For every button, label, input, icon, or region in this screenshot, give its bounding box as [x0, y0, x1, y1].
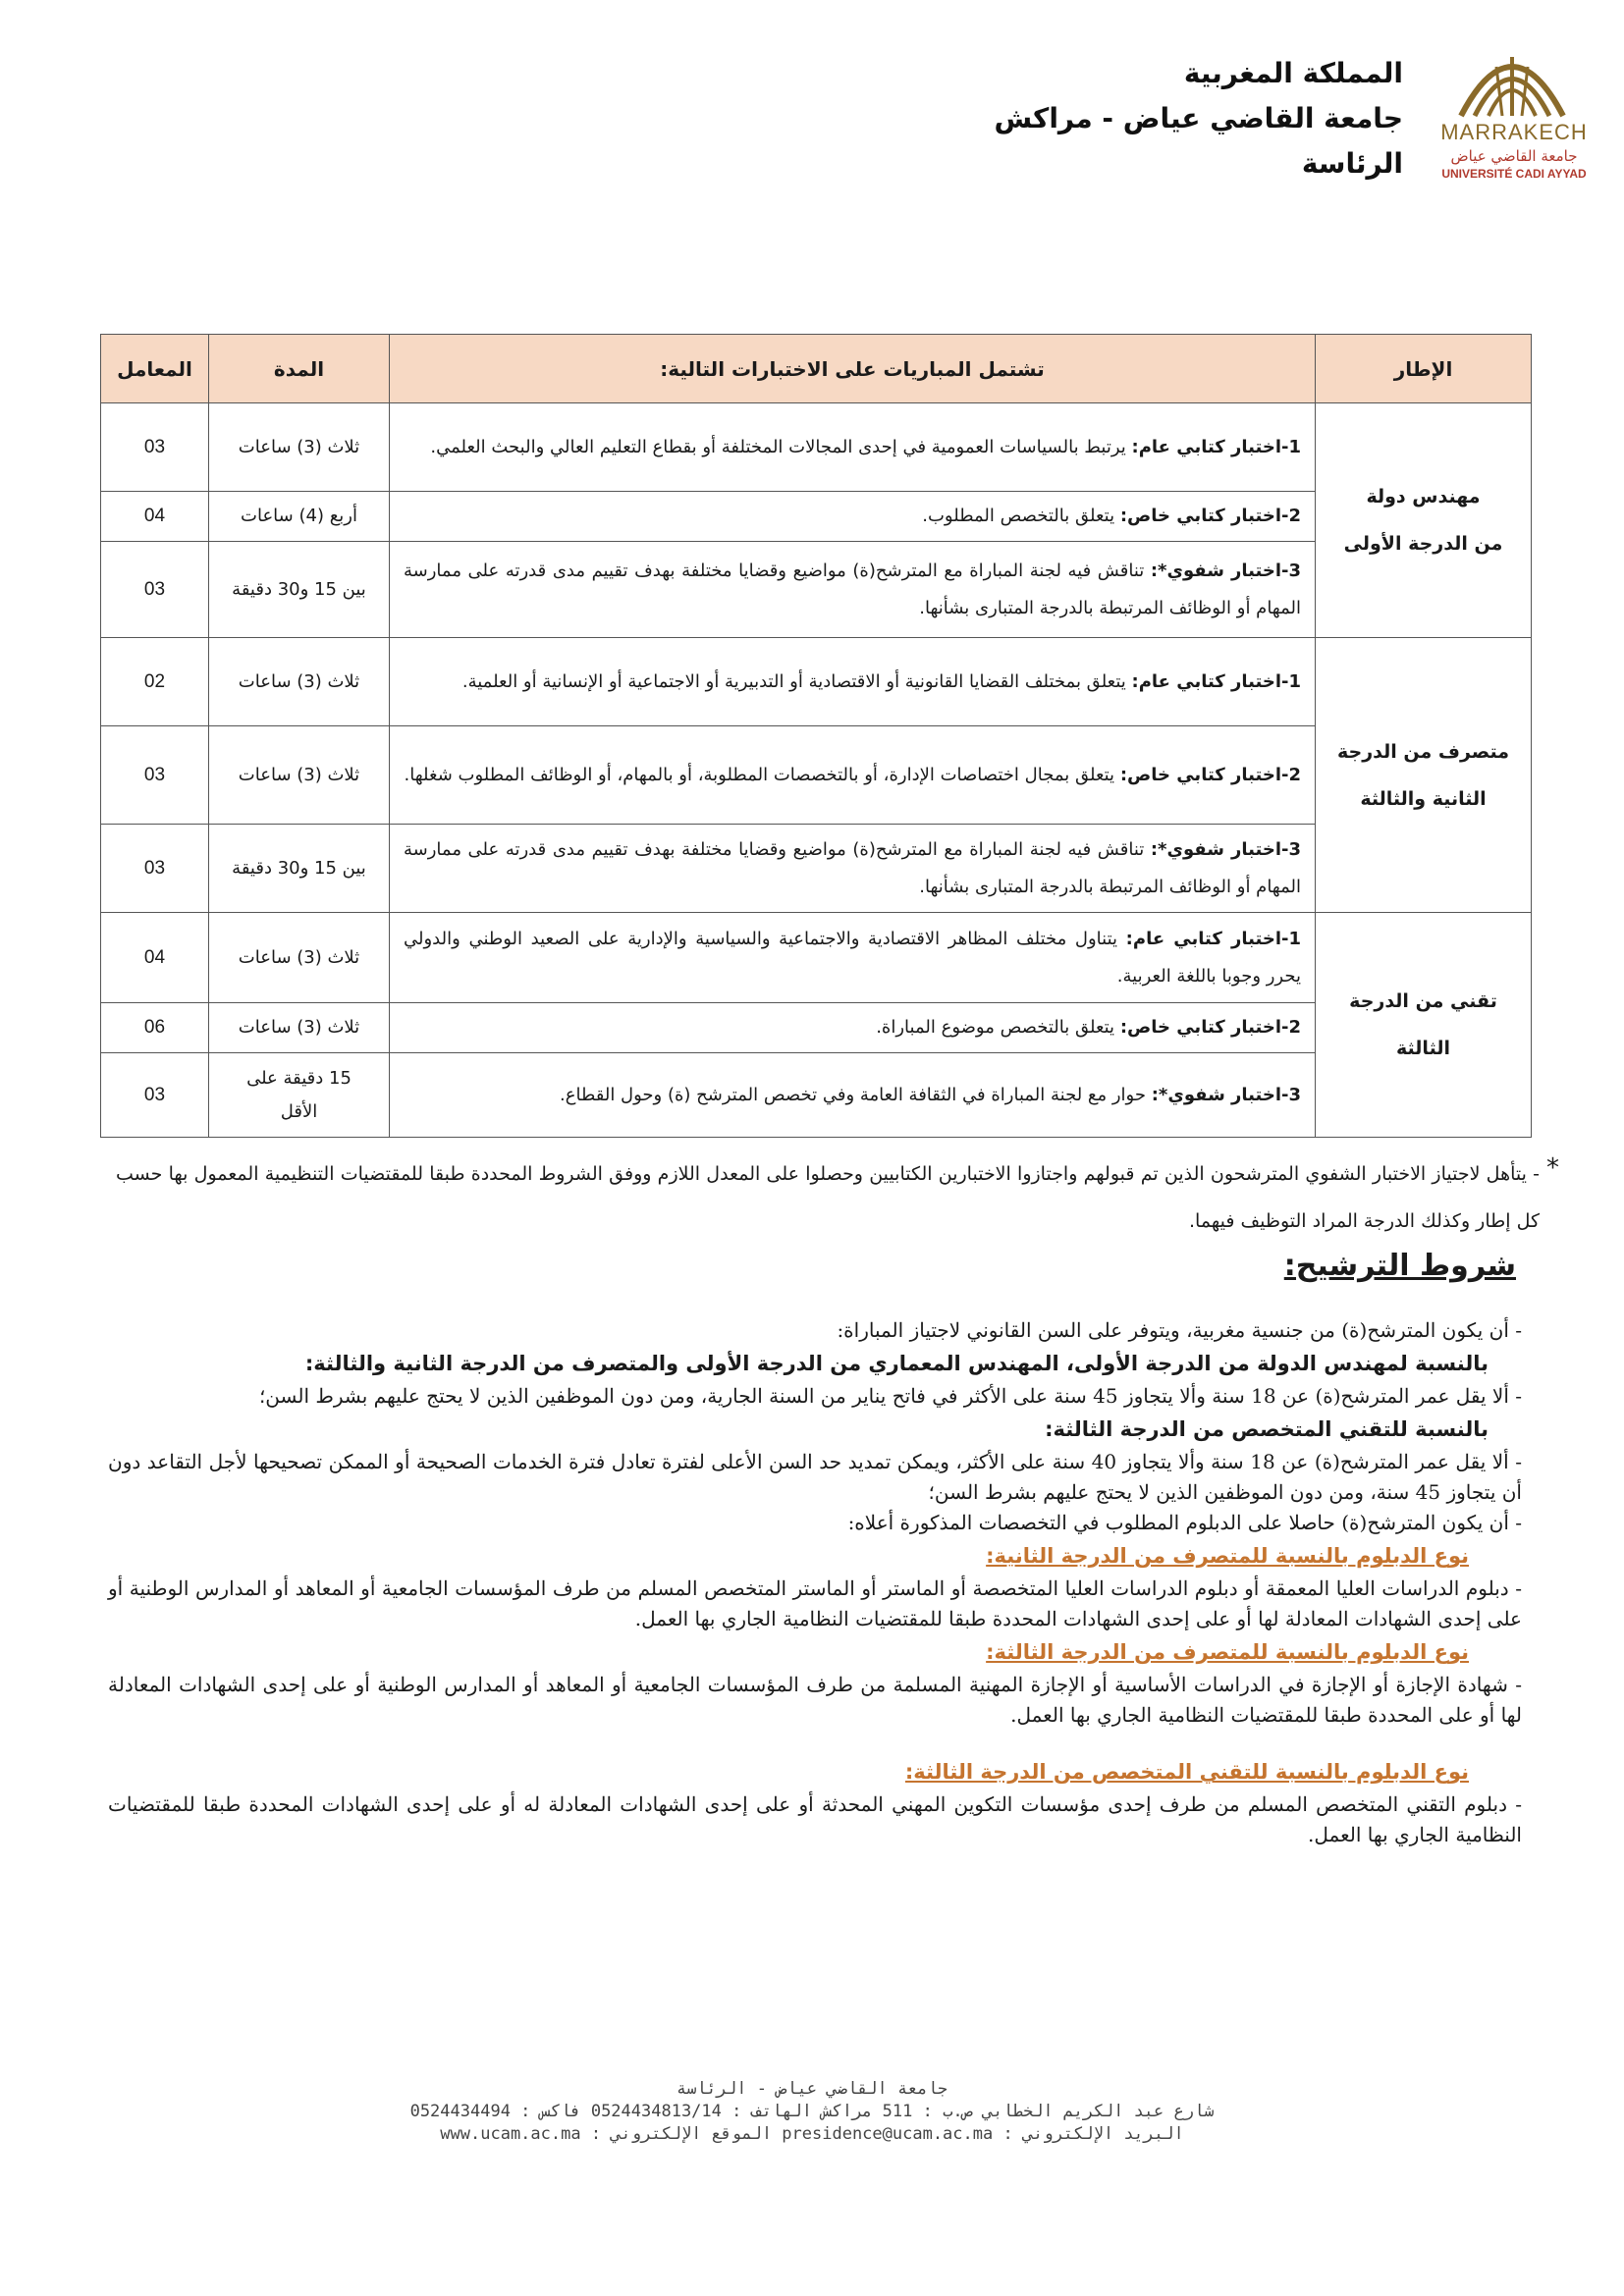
test-description	[390, 1053, 1316, 1138]
country-title: المملكة المغربية	[1183, 57, 1403, 89]
test-label: 1-اختبار كتابي عام:	[1131, 436, 1301, 457]
frame-name: متصرف من الدرجة	[1337, 740, 1509, 763]
test-description	[390, 492, 1316, 542]
condition-item: - أن يكون المترشح(ة) حاصلا على الدبلوم المطلوب في التخصصات المذكورة أعلاه:	[847, 1511, 1522, 1534]
test-label: 1-اختبار كتابي عام:	[1131, 670, 1301, 692]
diploma-heading: نوع الدبلوم بالنسبة للمتصرف من الدرجة الثانية:	[986, 1544, 1469, 1568]
table-header-row	[101, 335, 1532, 403]
test-text: حوار مع لجنة المباراة في الثقافة العامة وفي تخصص المترشح (ة) وحول القطاع.	[560, 1084, 1146, 1105]
condition-heading: بالنسبة لمهندس الدولة من الدرجة الأولى، المهندس المعماري من الدرجة الأولى والمتصرف من الدرجة الثانية والثالثة:	[304, 1352, 1489, 1375]
test-text: يتعلق بالتخصص المطلوب.	[922, 506, 1115, 526]
coefficient-cell: 03	[101, 403, 209, 492]
header-coefficient: المعامل	[101, 335, 209, 403]
test-description	[390, 542, 1316, 638]
test-description	[390, 825, 1316, 913]
logo-arabic-name: جامعة القاضي عياض	[1450, 147, 1578, 165]
coefficient-cell: 03	[101, 825, 209, 913]
frame-name: تقني من الدرجة	[1349, 990, 1497, 1012]
test-description	[390, 1003, 1316, 1053]
test-label: 2-اختبار كتابي خاص:	[1119, 506, 1301, 526]
office-title: الرئاسة	[1301, 147, 1403, 180]
condition-item: - ألا يقل عمر المترشح(ة) عن 18 سنة وألا يتجاوز 45 سنة على الأكثر في فاتح يناير من السنة الجارية، ومن دون الموظفين الذين لا يحتج عليهم بشرط السن؛	[258, 1384, 1522, 1408]
test-text: تناقش فيه لجنة المباراة مع المترشح(ة) مواضيع وقضايا مختلفة بهدف تقييم مدى قدرته على ممارسة المهام أو الوظائف المرتبطة بالدرجة المتبارى بشأنها.	[404, 560, 1301, 618]
exams-table	[100, 334, 1532, 1138]
footer-org: جامعة القاضي عياض - الرئاسة	[676, 2079, 948, 2099]
conditions-list	[108, 1315, 1522, 1850]
condition-item: - أن يكون المترشح(ة) من جنسية مغربية، ويتوفر على السن القانوني لاجتياز المباراة:	[837, 1318, 1522, 1342]
test-text: تناقش فيه لجنة المباراة مع المترشح(ة) مواضيع وقضايا مختلفة بهدف تقييم مدى قدرته على ممارسة المهام أو الوظائف المرتبطة بالدرجة المتبارى بشأنها.	[404, 838, 1301, 897]
duration-cell: ثلاث (3) ساعات	[209, 913, 390, 1003]
diploma-heading: نوع الدبلوم بالنسبة للمتصرف من الدرجة الثالثة:	[986, 1640, 1469, 1664]
header-tests: تشتمل المباريات على الاختبارات التالية:	[390, 335, 1316, 403]
header-duration: المدة	[209, 335, 390, 403]
test-text: يتعلق بمختلف القضايا القانونية أو الاقتصادية أو التدبيرية أو الاجتماعية أو الإنسانية أو العلمية.	[461, 670, 1126, 692]
duration-cell: ثلاث (3) ساعات	[209, 638, 390, 726]
test-text: يرتبط بالسياسات العمومية في إحدى المجالات المختلفة أو بقطاع التعليم العالي والبحث العلمي.	[430, 436, 1126, 457]
frame-cell	[1316, 403, 1532, 638]
frame-grade: الثالثة	[1396, 1038, 1450, 1059]
test-label: 3-اختبار شفوي*:	[1150, 560, 1301, 581]
spacer	[108, 1731, 1522, 1754]
condition-item: - شهادة الإجازة أو الإجازة في الدراسات الأساسية أو الإجازة المهنية المسلمة من طرف المؤسسات الجامعية أو المعاهد أو المدارس الوطنية أو على إحدى الشهادات المعادلة لها أو على المحددة طبقا للمقتضيات النظامية الجاري بها العمل.	[108, 1673, 1522, 1727]
coefficient-cell: 06	[101, 1003, 209, 1053]
header-frame: الإطار	[1316, 335, 1532, 403]
condition-heading: بالنسبة للتقني المتخصص من الدرجة الثالثة:	[1045, 1417, 1489, 1441]
frame-cell	[1316, 638, 1532, 913]
university-title: جامعة القاضي عياض - مراكش	[994, 102, 1403, 134]
frame-name: مهندس دولة	[1366, 486, 1481, 507]
table-row	[101, 403, 1532, 492]
test-label: 3-اختبار شفوي*:	[1151, 1084, 1301, 1105]
test-description	[390, 913, 1316, 1003]
condition-item: - دبلوم التقني المتخصص المسلم من طرف إحدى مؤسسات التكوين المهني المحدثة أو على إحدى الشهادات المعادلة له أو على إحدى الشهادات المحددة طبقا للمقتضيات النظامية الجاري بها العمل.	[108, 1792, 1522, 1846]
frame-grade: من الدرجة الأولى	[1343, 533, 1503, 555]
duration-cell: ثلاث (3) ساعات	[209, 726, 390, 825]
duration-cell: ثلاث (3) ساعات	[209, 1003, 390, 1053]
frame-cell	[1316, 913, 1532, 1138]
test-label: 3-اختبار شفوي*:	[1150, 838, 1301, 860]
table-row	[101, 913, 1532, 1003]
logo-french-name: UNIVERSITÉ CADI AYYAD	[1441, 167, 1587, 181]
duration-cell: 15 دقيقة على الأقل	[209, 1053, 390, 1138]
table-row	[101, 638, 1532, 726]
test-label: 2-اختبار كتابي خاص:	[1119, 764, 1301, 785]
condition-item: - دبلوم الدراسات العليا المعمقة أو دبلوم الدراسات العليا المتخصصة أو الماستر أو الماستر المتخصص المسلم من طرف المؤسسات الجامعية أو المعاهد أو المدارس الوطنية أو على إحدى الشهادات المعادلة لها أو على إحدى الشهادات المحددة طبقا للمقتضيات النظامية الجاري بها العمل.	[108, 1576, 1522, 1630]
coefficient-cell: 04	[101, 913, 209, 1003]
page-footer	[0, 2078, 1624, 2146]
note-text: - يتأهل لاجتياز الاختبار الشفوي المترشحون الذين تم قبولهم واجتازوا الاختبارين الكتابيين وحصلوا على المعدل اللازم ووفق الشروط المحددة طبقا للمقتضيات التنظيمية المعمول بها حسب كل إطار وكذلك الدرجة المراد التوظيف فيهما.	[116, 1163, 1540, 1232]
note-star: *	[1546, 1153, 1559, 1183]
logo-word: MARRAKECH	[1440, 120, 1588, 144]
test-description	[390, 638, 1316, 726]
footer-address: شارع عبد الكريم الخطابي ص.ب : 511 مراكش الهاتف : 0524434813/14 فاكس : 0524434494	[409, 2102, 1215, 2121]
diploma-heading: نوع الدبلوم بالنسبة للتقني المتخصص من الدرجة الثالثة:	[904, 1760, 1469, 1784]
test-text: يتناول مختلف المظاهر الاقتصادية والاجتماعية والسياسية والإدارية على الصعيد الوطني والدولي يحرر وجوبا باللغة العربية.	[404, 928, 1301, 987]
condition-item: - ألا يقل عمر المترشح(ة) عن 18 سنة وألا يتجاوز 40 سنة على الأكثر، ويمكن تمديد حد السن الأعلى لفترة تعادل فترة الخدمات الصحيحة أو الممكن تصحيحها لأجل التقاعد دون أن يتجاوز 45 سنة، ومن دون الموظفين الذين لا يحتج عليهم بشرط السن؛	[108, 1450, 1523, 1504]
duration-cell: بين 15 و30 دقيقة	[209, 542, 390, 638]
conditions-title: شروط الترشيح:	[1283, 1249, 1516, 1283]
coefficient-cell: 03	[101, 726, 209, 825]
coefficient-cell: 04	[101, 492, 209, 542]
coefficient-cell: 02	[101, 638, 209, 726]
coefficient-cell: 03	[101, 1053, 209, 1138]
oral-exam-note	[116, 1150, 1559, 1245]
footer-contact: البريد الإلكتروني : presidence@ucam.ac.ma الموقع الإلكتروني : www.ucam.ac.ma	[440, 2124, 1184, 2144]
test-label: 1-اختبار كتابي عام:	[1125, 928, 1301, 949]
test-text: يتعلق بمجال اختصاصات الإدارة، أو بالتخصصات المطلوبة، أو بالمهام، أو الوظائف المطلوب شغلها.	[404, 764, 1115, 785]
university-logo	[1435, 37, 1602, 194]
duration-cell: ثلاث (3) ساعات	[209, 403, 390, 492]
test-description	[390, 403, 1316, 492]
test-description	[390, 726, 1316, 825]
frame-grade: الثانية والثالثة	[1360, 787, 1487, 810]
test-label: 2-اختبار كتابي خاص:	[1119, 1017, 1301, 1038]
palm-arch-icon	[1453, 37, 1571, 121]
test-text: يتعلق بالتخصص موضوع المباراة.	[876, 1017, 1115, 1038]
duration-cell: بين 15 و30 دقيقة	[209, 825, 390, 913]
header-titles	[994, 51, 1403, 187]
coefficient-cell: 03	[101, 542, 209, 638]
duration-cell: أربع (4) ساعات	[209, 492, 390, 542]
